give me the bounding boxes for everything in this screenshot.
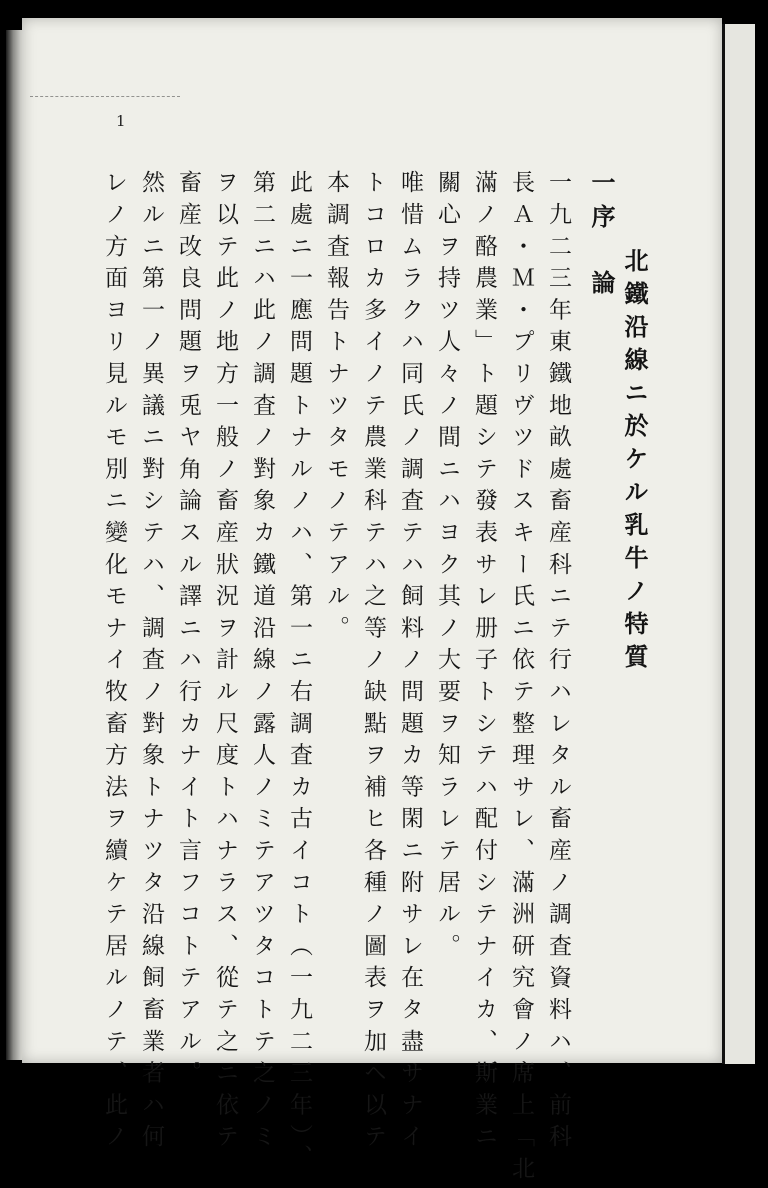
section-title: 序論	[587, 204, 616, 336]
text-column: ヲ以テ此ノ地方一般ノ畜産狀況ヲ計ル尺度トハナラス、從テ之ニ依テ	[212, 170, 238, 1156]
text-column: 本調査報告トナツタモノテアル。	[323, 170, 349, 647]
page-number: 1	[116, 112, 126, 130]
document-title: 北鐵沿線ニ於ケル乳牛ノ特質	[620, 248, 649, 677]
text-column: 然ルニ第一ノ異議ニ對シテハ、調査ノ對象トナツタ沿線飼畜業者ハ何	[138, 170, 164, 1156]
text-column: 此處ニ一應問題トナルノハ、第一ニ右調査カ古イコト（一九二三年）、	[286, 170, 312, 1177]
text-column: 滿ノ酪農業」ト題シテ發表サレ册子トシテハ配付シテナイカ、斯業ニ	[471, 170, 497, 1156]
next-page-edge	[722, 24, 755, 1064]
text-column: 關心ヲ持ツ人々ノ間ニハヨク其ノ大要ヲ知ラレテ居ル。	[434, 170, 460, 965]
text-column: トコロカ多イノテ農業科テハ之等ノ缺點ヲ補ヒ各種ノ圖表ヲ加ヘ以テ	[360, 170, 386, 1156]
text-column: 唯惜ムラクハ同氏ノ調査テハ飼料ノ問題カ等閑ニ附サレ在タ盡サナイ	[397, 170, 423, 1156]
scan-artifact-line	[30, 96, 180, 105]
text-column: 畜産改良問題ヲ兎ヤ角論スル譯ニハ行カナイト言フコトテアル。	[175, 170, 201, 1093]
section-number: 一	[587, 170, 616, 194]
text-column: 一九二三年東鐵地畝處畜産科ニテ行ハレタル畜産ノ調査資料ハ、前科	[545, 170, 571, 1156]
text-column: 第二ニハ此ノ調査ノ對象カ鐵道沿線ノ露人ノミテアツタコトテ之ノミ	[249, 170, 275, 1156]
text-column: レノ方面ヨリ見ルモ別ニ變化モナイ牧畜方法ヲ續ケテ居ルノテ、此ノ	[101, 170, 127, 1156]
text-column: 長Ａ・Ｍ・プリヴツドスキー氏ニ依テ整理サレ、滿洲研究會ノ席上「北	[508, 170, 534, 1188]
